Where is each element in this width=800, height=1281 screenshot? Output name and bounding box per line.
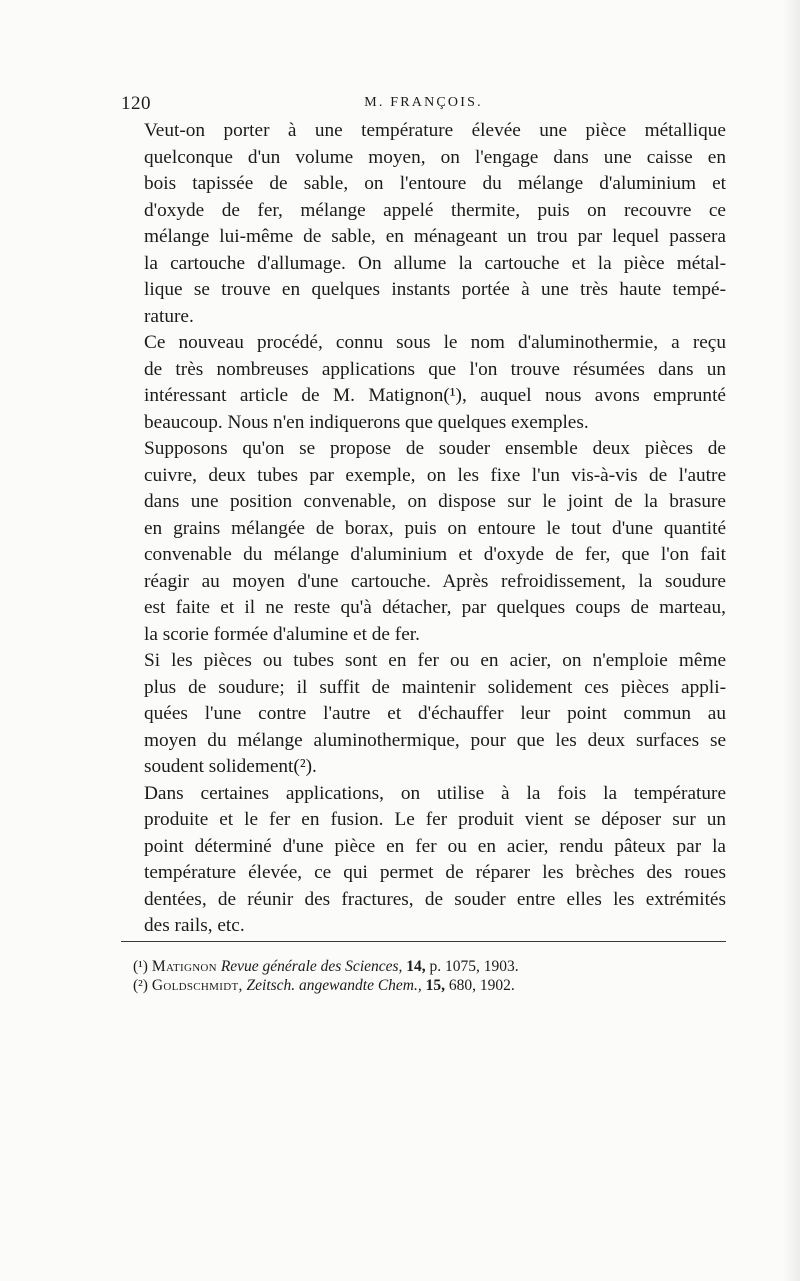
text-line: beaucoup. Nous n'en indiquerons que quelques exemples. — [144, 411, 589, 433]
text-line: réagir au moyen d'une cartouche. Après refroidissement, la soudure — [144, 570, 726, 592]
text-line: soudent solidement(²). — [144, 756, 317, 777]
footnote-divider — [121, 941, 726, 942]
page-edge-shadow — [782, 0, 800, 1281]
text-line: dans une position convenable, on dispose sur le joint de la brasure — [144, 491, 726, 512]
paragraph — [121, 436, 726, 648]
body-text — [121, 118, 726, 940]
text-line: point déterminé d'une pièce en fer ou en acier, rendu pâteux par la — [144, 835, 726, 857]
footnote — [133, 976, 723, 995]
text-line: température élevée, ce qui permet de réparer les brèches des roues — [144, 862, 726, 883]
footnote-work: Revue générale des Sciences, — [220, 958, 403, 975]
text-line: mélange lui-même de sable, en ménageant un trou par lequel passera — [144, 226, 726, 247]
text-line: intéressant article de M. Matignon(¹), auquel nous avons emprunté — [144, 385, 726, 406]
text-line: Supposons qu'on se propose de souder ensemble deux pièces de — [144, 438, 726, 459]
paragraph — [121, 330, 726, 436]
text-line: bois tapissée de sable, on l'entoure du mélange d'aluminium et — [144, 173, 726, 194]
footnote — [133, 957, 723, 976]
footnotes — [133, 957, 723, 995]
text-line: moyen du mélange aluminothermique, pour que les deux surfaces se — [144, 729, 726, 751]
text-line: lique se trouve en quelques instants portée à une très haute tempé- — [144, 279, 726, 300]
text-line: cuivre, deux tubes par exemple, on les fixe l'un vis-à-vis de l'autre — [144, 464, 726, 486]
running-head — [121, 93, 726, 117]
running-head-title: M. FRANÇOIS. — [364, 95, 483, 110]
footnote-work: Zeitsch. angewandte Chem., — [246, 977, 422, 994]
text-line: quées l'une contre l'autre et d'échauffer leur point commun au — [144, 703, 726, 724]
footnote-volume: 15, — [425, 977, 445, 994]
text-line: Ce nouveau procédé, connu sous le nom d'aluminothermie, a reçu — [144, 332, 726, 353]
footnote-volume: 14, — [406, 958, 426, 975]
text-line: quelconque d'un volume moyen, on l'engage dans une caisse en — [144, 146, 726, 168]
text-line: Si les pièces ou tubes sont en fer ou en acier, on n'emploie même — [144, 650, 726, 671]
text-line: Dans certaines applications, on utilise à la fois la température — [144, 782, 726, 804]
text-line: la cartouche d'allumage. On allume la cartouche et la pièce métal- — [144, 252, 726, 274]
text-line: produite et le fer en fusion. Le fer produit vient se déposer sur un — [144, 809, 726, 830]
page-number: 120 — [121, 93, 151, 114]
text-line: Veut-on porter à une température élevée une pièce métallique — [144, 120, 726, 141]
text-line: d'oxyde de fer, mélange appelé thermite, puis on recouvre ce — [144, 199, 726, 221]
text-line: dentées, de réunir des fractures, de souder entre elles les extrémités — [144, 888, 726, 910]
text-line: plus de soudure; il suffit de maintenir solidement ces pièces appli- — [144, 676, 726, 698]
text-line: convenable du mélange d'aluminium et d'oxyde de fer, que l'on fait — [144, 544, 726, 565]
text-line: de très nombreuses applications que l'on trouve résumées dans un — [144, 358, 726, 380]
footnote-author: Matignon — [151, 958, 217, 975]
footnote-reference: p. 1075, 1903. — [429, 958, 519, 975]
text-line: la scorie formée d'alumine et de fer. — [144, 623, 420, 645]
paragraph — [121, 781, 726, 940]
footnote-marker: (¹) — [133, 958, 148, 975]
footnote-reference: 680, 1902. — [448, 977, 515, 994]
paragraph — [121, 118, 726, 330]
footnote-author: Goldschmidt, — [151, 977, 243, 994]
footnote-marker: (²) — [133, 977, 148, 994]
text-line: en grains mélangée de borax, puis on entoure le tout d'une quantité — [144, 517, 726, 539]
text-line: est faite et il ne reste qu'à détacher, par quelques coups de marteau, — [144, 597, 726, 618]
text-line: rature. — [144, 305, 194, 327]
paragraph — [121, 648, 726, 781]
text-line: des rails, etc. — [144, 915, 245, 936]
